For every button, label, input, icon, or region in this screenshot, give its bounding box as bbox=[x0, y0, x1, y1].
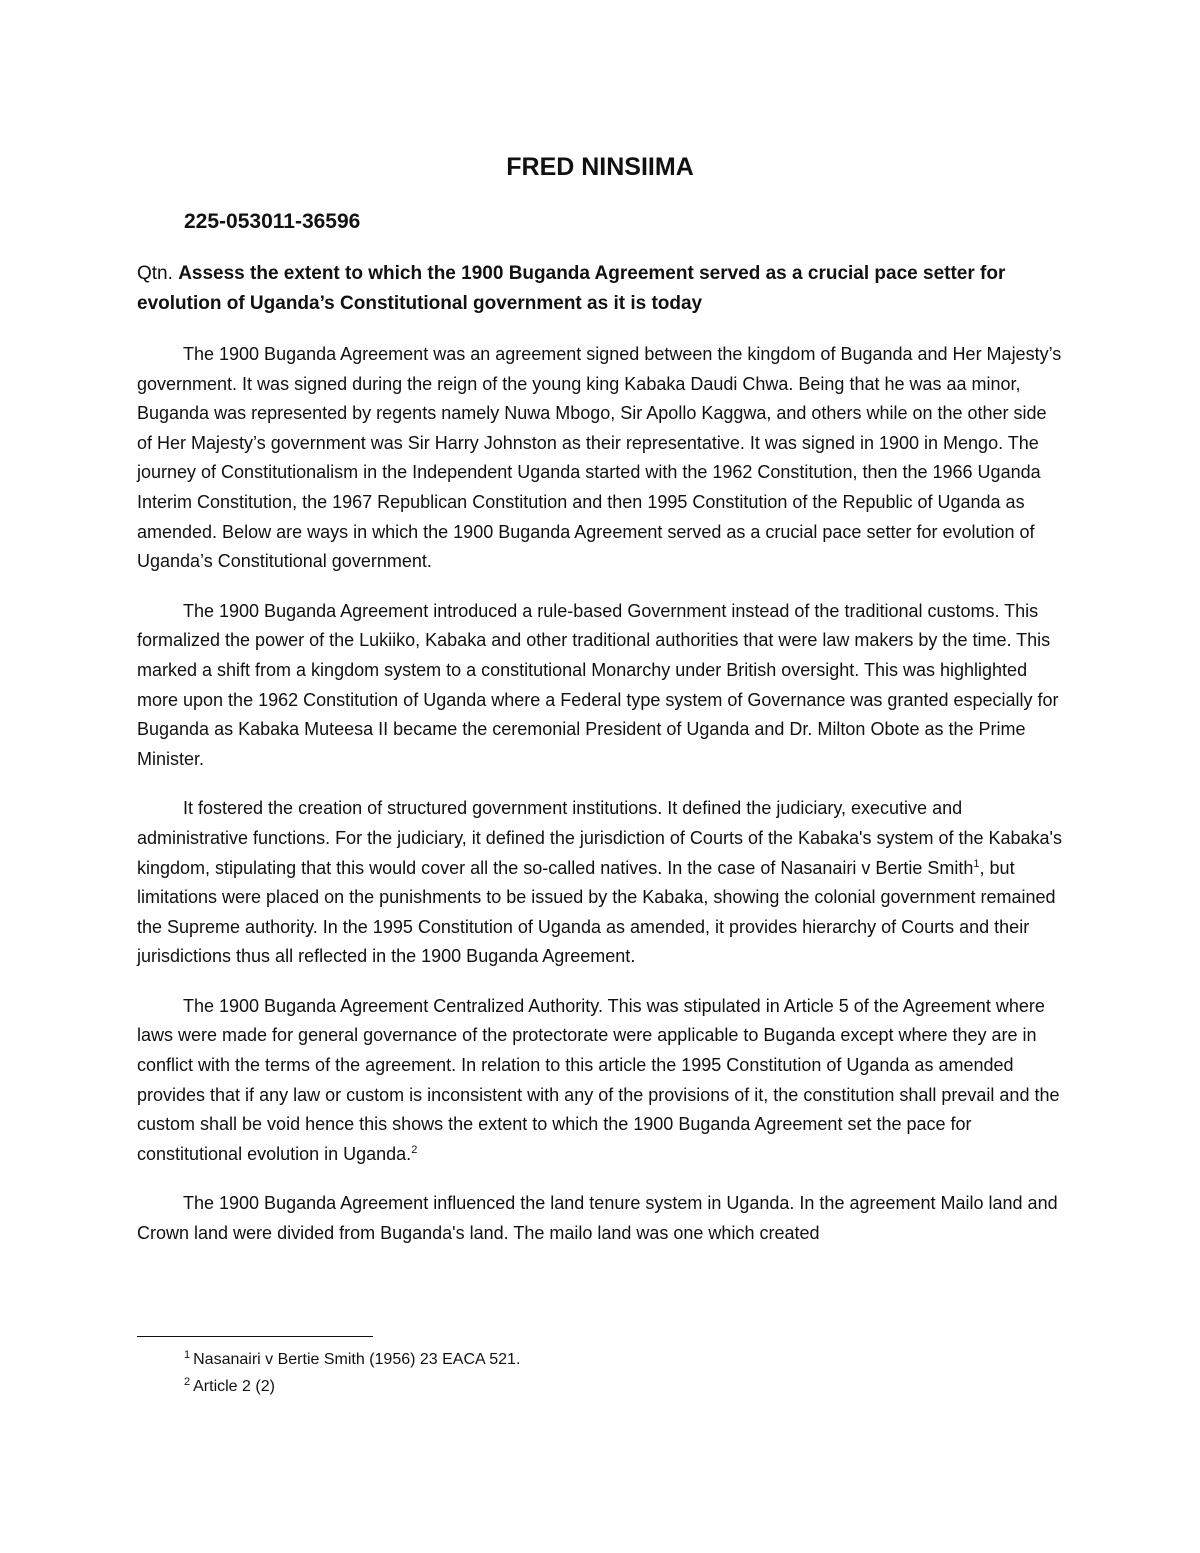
footnote-2 bbox=[184, 1373, 520, 1400]
footnote-1-number: 1 bbox=[184, 1348, 191, 1361]
paragraph-4 bbox=[137, 992, 1062, 1170]
paragraph-2-text: The 1900 Buganda Agreement introduced a rule-based Government instead of the traditional customs. This formalized the power of the Lukiiko, Kabaka and other traditional authorities that were law makers by the time. This marked a shift from a kingdom system to a constitutional Monarchy under British oversight. This was highlighted more upon the 1962 Constitution of Uganda where a Federal type system of Governance was granted especially for Buganda as Kabaka Muteesa II became the ceremonial President of Uganda and Dr. Milton Obote as the Prime Minister. bbox=[137, 600, 1059, 769]
question-text: Assess the extent to which the 1900 Buganda Agreement served as a crucial pace setter for evolution of Uganda’s Constitutional government as it is today bbox=[137, 263, 1006, 314]
footnote-ref-1: 1 bbox=[973, 857, 980, 870]
paragraph-3-text-after: , but limitations were placed on the punishments to be issued by the Kabaka, showing the colonial government remained the Supreme authority. In the 1995 Constitution of Uganda as amended, it provides hierarchy of Courts and their jurisdictions thus all reflected in the 1900 Buganda Agreement. bbox=[137, 857, 1056, 967]
footnote-2-number: 2 bbox=[184, 1375, 191, 1388]
question bbox=[137, 259, 1067, 319]
footnote-2-text: Article 2 (2) bbox=[193, 1378, 275, 1395]
paragraph-3 bbox=[137, 794, 1062, 972]
paragraph-1-text: The 1900 Buganda Agreement was an agreement signed between the kingdom of Buganda and Her Majesty’s government. It was signed during the reign of the young king Kabaka Daudi Chwa. Being that he was aa minor, Buganda was represented by regents namely Nuwa Mbogo, Sir Apollo Kaggwa, and others while on the other side of Her Majesty’s government was Sir Harry Johnston as their representative. It was signed in 1900 in Mengo. The journey of Constitutionalism in the Independent Uganda started with the 1962 Constitution, then the 1966 Uganda Interim Constitution, the 1967 Republican Constitution and then 1995 Constitution of the Republic of Uganda as amended. Below are ways in which the 1900 Buganda Agreement served as a crucial pace setter for evolution of Uganda’s Constitutional government. bbox=[137, 344, 1062, 572]
paragraph-5-text: The 1900 Buganda Agreement influenced the land tenure system in Uganda. In the agreement Mailo land and Crown land were divided from Buganda's land. The mailo land was one which created bbox=[137, 1193, 1058, 1244]
student-number: 225-053011-36596 bbox=[184, 210, 361, 233]
paragraph-1 bbox=[137, 340, 1062, 577]
paragraph-4-text: The 1900 Buganda Agreement Centralized Authority. This was stipulated in Article 5 of the Agreement where laws were made for general governance of the protectorate were applicable to Buganda except where they are in conflict with the terms of the agreement. In relation to this article the 1995 Constitution of Uganda as amended provides that if any law or custom is inconsistent with any of the provisions of it, the constitution shall prevail and the custom shall be void hence this shows the extent to which the 1900 Buganda Agreement set the pace for constitutional evolution in Uganda. bbox=[137, 995, 1060, 1164]
footnote-1 bbox=[184, 1346, 520, 1373]
author-name: FRED NINSIIMA bbox=[506, 153, 694, 181]
paragraph-2 bbox=[137, 597, 1062, 775]
essay-body bbox=[137, 340, 1062, 1269]
question-label: Qtn. bbox=[137, 263, 173, 284]
footnotes bbox=[184, 1346, 520, 1400]
paragraph-5 bbox=[137, 1189, 1062, 1248]
footnote-ref-2: 2 bbox=[411, 1143, 418, 1156]
paragraph-3-text-before: It fostered the creation of structured government institutions. It defined the judiciary, executive and administrative functions. For the judiciary, it defined the jurisdiction of Courts of the Kabaka's system of the Kabaka's kingdom, stipulating that this would cover all the so-called natives. In the case of Nasanairi v Bertie Smith bbox=[137, 798, 1062, 878]
footnote-separator bbox=[137, 1336, 373, 1337]
footnote-1-text: Nasanairi v Bertie Smith (1956) 23 EACA 521. bbox=[193, 1351, 521, 1368]
